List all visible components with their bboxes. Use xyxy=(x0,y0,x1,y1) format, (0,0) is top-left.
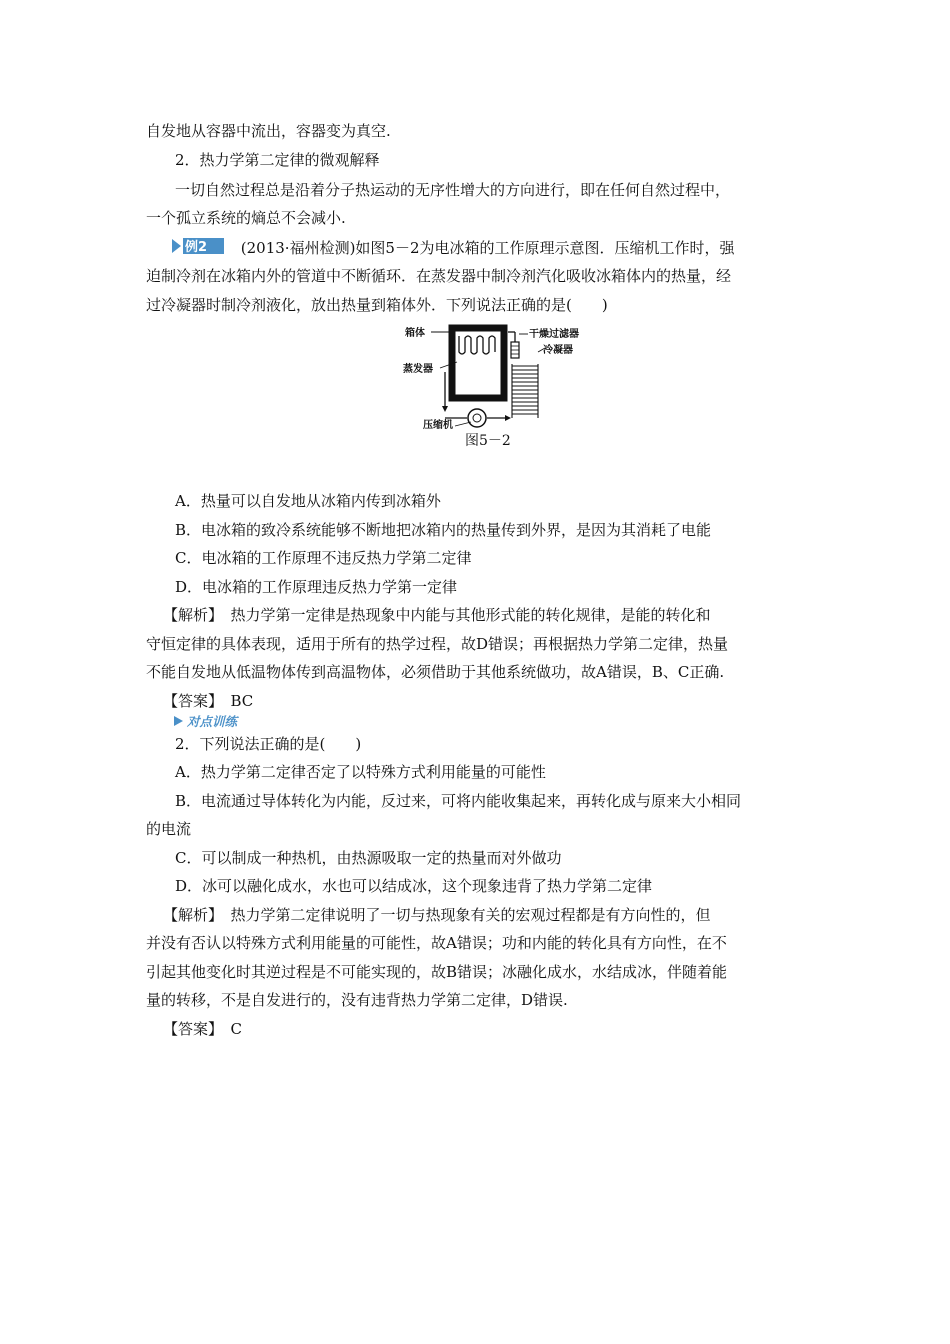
option-c: C．电冰箱的工作原理不违反热力学第二定律 xyxy=(175,549,472,567)
label-compressor: 压缩机 xyxy=(423,420,453,431)
option-b-cont: 的电流 xyxy=(146,820,192,838)
label-filter: 干燥过滤器 xyxy=(529,329,579,340)
example-line xyxy=(172,237,837,260)
analysis-line: 【解析】 热力学第二定律说明了一切与热现象有关的宏观过程都是有方向性的，但 xyxy=(163,906,711,924)
analysis-line: 守恒定律的具体表现，适用于所有的热学过程，故D错误；再根据热力学第二定律，热量 xyxy=(146,635,729,653)
section-heading: 2．热力学第二定律的微观解释 xyxy=(175,151,380,169)
paragraph-line: 迫制冷剂在冰箱内外的管道中不断循环．在蒸发器中制冷剂汽化吸收冰箱体内的热量，经 xyxy=(146,267,732,285)
practice-tag xyxy=(174,713,839,734)
figure-caption: 图5－2 xyxy=(465,433,511,449)
question-line: 2．下列说法正确的是( ) xyxy=(175,735,362,753)
paragraph-line: 一个孤立系统的熵总不会减小. xyxy=(146,209,346,227)
label-condenser: 冷凝器 xyxy=(543,345,573,356)
option-d: D．电冰箱的工作原理违反热力学第一定律 xyxy=(175,578,458,596)
label-evaporator: 蒸发器 xyxy=(403,364,433,375)
refrigerator-figure xyxy=(395,322,595,432)
example-tag-label: 例2 xyxy=(185,240,208,255)
paragraph-line: 自发地从容器中流出，容器变为真空. xyxy=(146,122,391,140)
analysis-line: 不能自发地从低温物体传到高温物体，必须借助于其他系统做功，故A错误，B、C正确. xyxy=(146,663,725,681)
analysis-line: 引起其他变化时其逆过程是不可能实现的，故B错误；冰融化成水，水结成冰，伴随着能 xyxy=(146,963,728,981)
practice-tag-label: 对点训练 xyxy=(187,714,238,729)
answer-line: 【答案】 C xyxy=(163,1020,242,1038)
analysis-line: 量的转移，不是自发进行的，没有违背热力学第二定律，D错误. xyxy=(146,991,568,1009)
option-a: A．热量可以自发地从冰箱内传到冰箱外 xyxy=(175,492,441,510)
analysis-line: 【解析】 热力学第一定律是热现象中内能与其他形式能的转化规律，是能的转化和 xyxy=(163,606,711,624)
option-b: B．电流通过导体转化为内能，反过来，可将内能收集起来，再转化成与原来大小相同 xyxy=(175,792,742,810)
example-tag xyxy=(172,237,226,260)
paragraph-line: 一切自然过程总是沿着分子热运动的无序性增大的方向进行，即在任何自然过程中， xyxy=(175,181,731,199)
option-d: D．冰可以融化成水，水也可以结成冰，这个现象违背了热力学第二定律 xyxy=(175,877,653,895)
answer-line: 【答案】 BC xyxy=(163,692,254,710)
analysis-line: 并没有否认以特殊方式利用能量的可能性，故A错误；功和内能的转化具有方向性，在不 xyxy=(146,934,727,952)
label-box: 箱体 xyxy=(405,328,425,339)
option-c: C．可以制成一种热机，由热源吸取一定的热量而对外做功 xyxy=(175,849,562,867)
option-b: B．电冰箱的致冷系统能够不断地把冰箱内的热量传到外界，是因为其消耗了电能 xyxy=(175,521,712,539)
option-a: A．热力学第二定律否定了以特殊方式利用能量的可能性 xyxy=(175,763,546,781)
paragraph-line: 过冷凝器时制冷剂液化，放出热量到箱体外．下列说法正确的是( ) xyxy=(146,296,608,314)
example-text: (2013·福州检测)如图5－2为电冰箱的工作原理示意图．压缩机工作时，强 xyxy=(240,239,735,257)
